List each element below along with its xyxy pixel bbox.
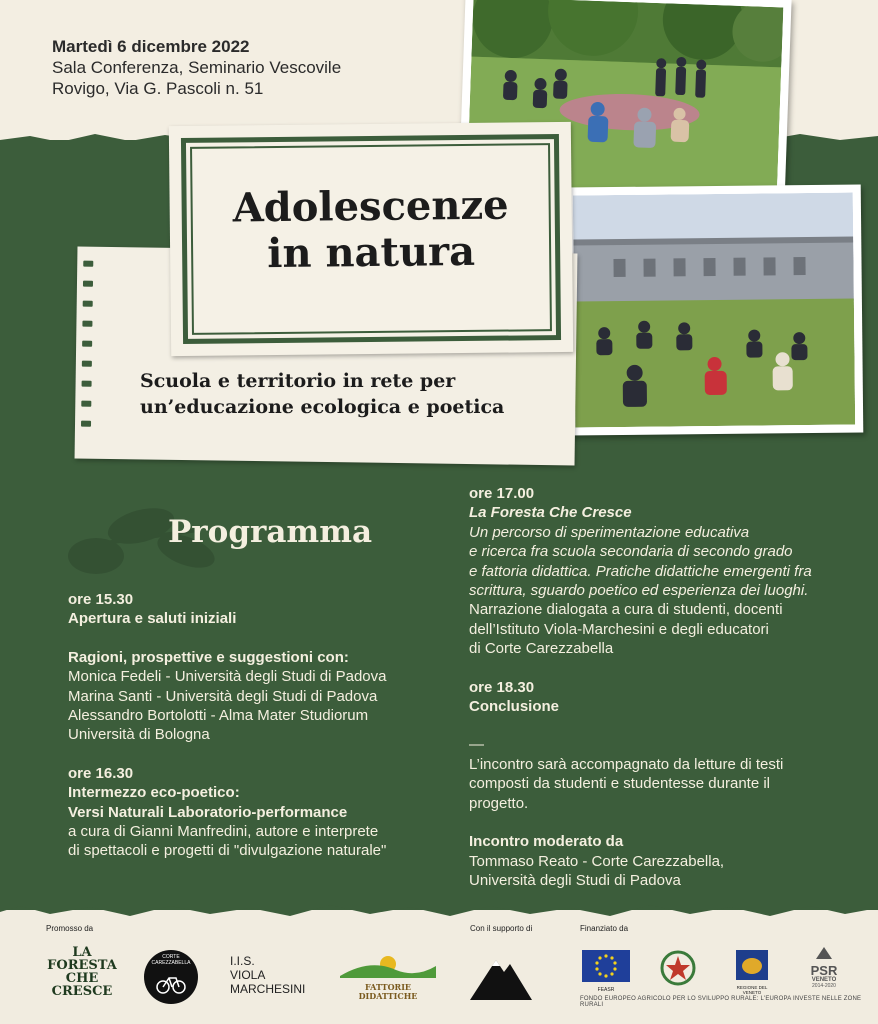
logo-la-foresta-che-cresce: LA FORESTA CHE CRESCE bbox=[47, 945, 117, 999]
speaker: Alessandro Bortolotti - Alma Mater Studiorum bbox=[68, 707, 369, 725]
moderator-line: Università degli Studi di Padova bbox=[469, 871, 681, 889]
event-venue: Sala Conferenza, Seminario Vescovile bbox=[52, 58, 342, 77]
slot3-desc: dell’Istituto Viola-Marchesini e degli educatori bbox=[469, 620, 769, 638]
funded-label: Finanziato da bbox=[580, 924, 629, 933]
moderator-line: Tommaso Reato - Corte Carezzabella, bbox=[469, 852, 725, 870]
slot4-dash: — bbox=[469, 736, 484, 754]
slot4-time: ore 18.30 bbox=[469, 678, 535, 696]
slot4-desc: composti da studenti e studentesse durante il bbox=[469, 775, 771, 793]
subtitle-line-2: un’educazione ecologica e poetica bbox=[140, 396, 505, 418]
promoted-label: Promosso da bbox=[46, 924, 94, 933]
slot1-title: Apertura e saluti iniziali bbox=[68, 610, 237, 628]
logo-fattorie-didattiche: FATTORIE DIDATTICHE bbox=[340, 952, 436, 1001]
speaker: Università di Bologna bbox=[68, 726, 210, 744]
program-right-column bbox=[469, 484, 859, 890]
slot2-desc-1: a cura di Gianni Manfredini, autore e interprete bbox=[68, 823, 379, 841]
subtitle bbox=[140, 368, 504, 420]
lion-icon bbox=[736, 950, 768, 980]
slot2-title-1: Intermezzo eco-poetico: bbox=[68, 784, 240, 802]
slot3-time: ore 17.00 bbox=[469, 485, 535, 502]
photo-students-building-image bbox=[573, 193, 855, 428]
notebook-holes bbox=[81, 261, 94, 441]
slot3-desc-italic: e fattoria didattica. Pratiche didattiche emergenti fra bbox=[469, 562, 812, 580]
bicycle-icon bbox=[156, 972, 186, 994]
slot1-time: ore 15.30 bbox=[68, 591, 134, 608]
logo-psr-veneto: PSR VENETO 2014-2020 bbox=[806, 946, 842, 989]
programma-heading: Programma bbox=[168, 514, 373, 550]
slot2-desc-2: di spettacoli e progetti di "divulgazione naturale" bbox=[68, 842, 387, 860]
slot4-title: Conclusione bbox=[469, 698, 560, 716]
photo-students-building bbox=[565, 184, 864, 435]
support-label: Con il supporto di bbox=[470, 924, 533, 933]
emblem-icon bbox=[660, 950, 696, 990]
sun-hills-icon bbox=[340, 952, 436, 978]
speakers-heading: Ragioni, prospettive e suggestioni con: bbox=[68, 648, 349, 666]
slot3-desc: di Corte Carezzabella bbox=[469, 640, 614, 658]
slot2-title-2: Versi Naturali Laboratorio-performance bbox=[68, 803, 348, 821]
logo-feasr: FEASR bbox=[582, 950, 630, 993]
subtitle-line-1: Scuola e territorio in rete per bbox=[140, 370, 456, 392]
logo-iis-viola-marchesini: I.I.S. VIOLA MARCHESINI bbox=[230, 954, 306, 996]
speaker: Monica Fedeli - Università degli Studi di Padova bbox=[68, 668, 387, 686]
slot3-desc-italic: Un percorso di sperimentazione educativa bbox=[469, 523, 750, 541]
slot3-desc: Narrazione dialogata a cura di studenti, docenti bbox=[469, 601, 783, 619]
logo-italian-republic bbox=[660, 950, 696, 995]
slot4-desc: L’incontro sarà accompagnato da letture di testi bbox=[469, 755, 784, 773]
tree-icon bbox=[814, 947, 834, 959]
logo-mountain bbox=[470, 954, 532, 1007]
title-line-1: Adolescenze bbox=[232, 181, 509, 232]
slot3-title: La Foresta Che Cresce bbox=[469, 504, 632, 522]
slot3-desc-italic: scrittura, sguardo poetico ed esperienza dei luoghi. bbox=[469, 582, 809, 600]
slot3-desc-italic: e ricerca fra scuola secondaria di secondo grado bbox=[469, 543, 793, 561]
event-date: Martedì 6 dicembre 2022 bbox=[52, 37, 250, 56]
slot2-time: ore 16.30 bbox=[68, 764, 134, 782]
funding-note: FONDO EUROPEO AGRICOLO PER LO SVILUPPO RURALE: L'EUROPA INVESTE NELLE ZONE RURALI bbox=[580, 996, 862, 1008]
title-line-2: in natura bbox=[267, 227, 476, 278]
event-address: Rovigo, Via G. Pascoli n. 51 bbox=[52, 79, 264, 98]
slot4-desc: progetto. bbox=[469, 794, 529, 812]
main-title bbox=[169, 182, 572, 278]
title-card bbox=[169, 122, 573, 356]
logo-corte-carezzabella: CORTE CAREZZABELLA bbox=[144, 950, 198, 1004]
logo-regione-veneto: REGIONE DEL VENETO bbox=[728, 950, 776, 995]
event-info bbox=[52, 36, 341, 99]
eu-flag-icon bbox=[582, 950, 630, 982]
moderator-heading: Incontro moderato da bbox=[469, 833, 624, 851]
speaker: Marina Santi - Università degli Studi di Padova bbox=[68, 687, 378, 705]
program-left-column bbox=[68, 590, 448, 861]
mountain-icon bbox=[470, 954, 532, 1002]
